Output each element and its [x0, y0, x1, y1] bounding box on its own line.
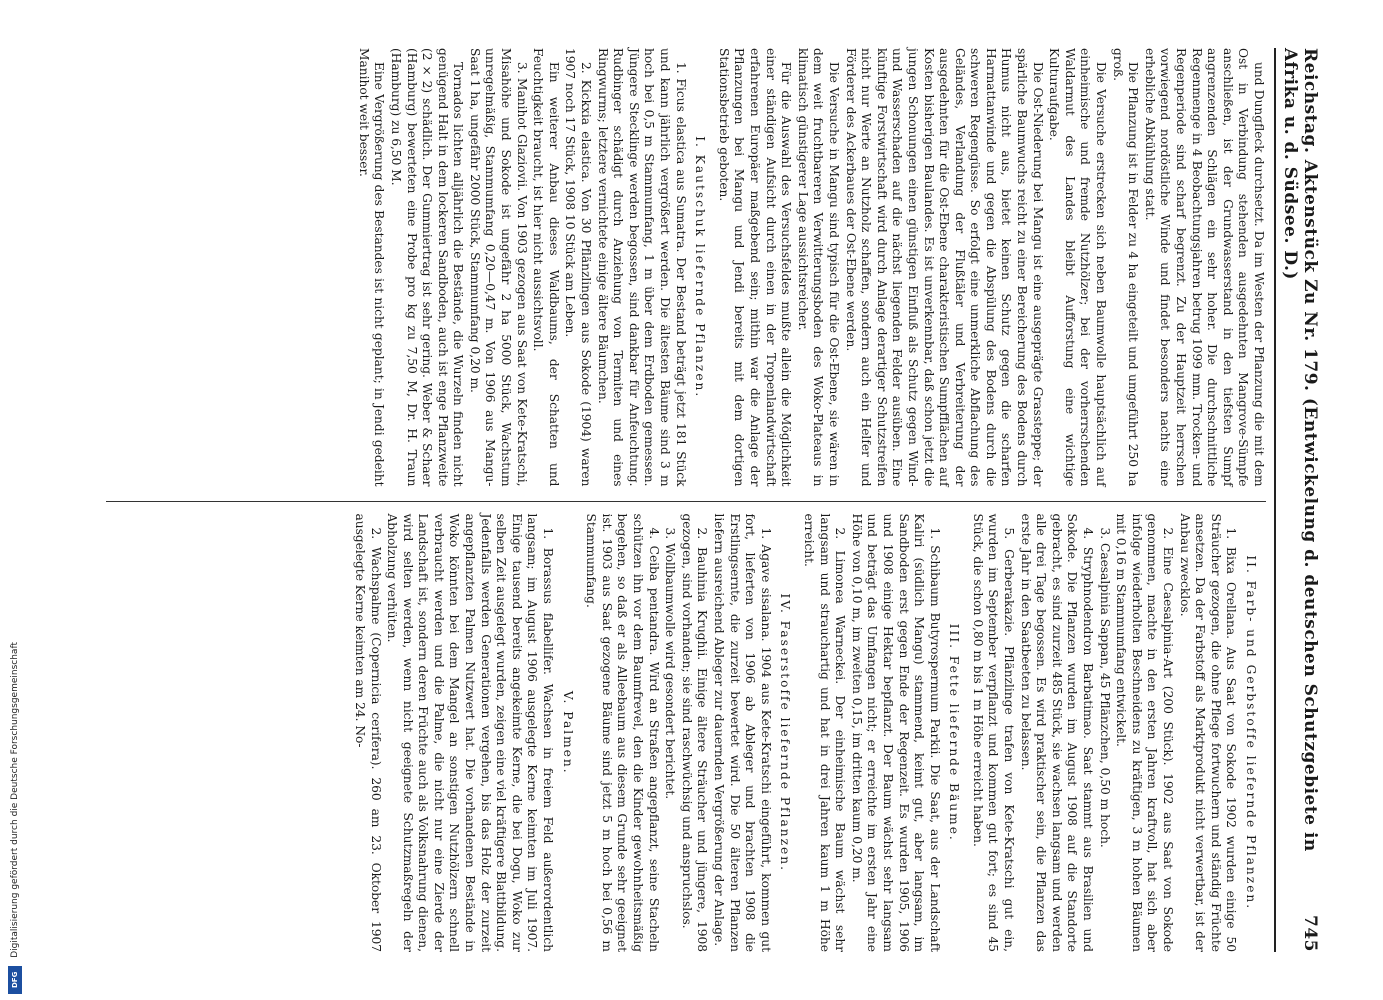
section-heading: I. Kautschuk liefernde Pflanzen.: [693, 136, 708, 399]
paragraph: 2. Kickxia elastica. Von 30 Pflänzlingen aus Sokode (1904) waren 1907 noch 17 Stück, 1908 10 Stück am Leben.: [563, 48, 594, 487]
paragraph: Die Versuche in Mangu sind typisch für die Ost-Ebene, sie wären in dem weit fruchtbareren Verwitterungsboden des Woko-Plateaus in klimatisch günstigerer Lage aussichtsreicher.: [795, 48, 841, 487]
running-title: Reichstag. Aktenstück Zu Nr. 179. (Entwickelung d. deutschen Schutzgebiete in Afrika u. d. Südsee. D.): [1280, 48, 1320, 852]
dfg-logo: DFG: [8, 966, 22, 994]
paragraph: 2. Limonea Warneckei. Der einheimische Baum wächst sehr langsam und strauchartig und hat in drei Jahren kaum 1 m Höhe erreicht.: [801, 513, 848, 952]
paragraph: Tornados lichten alljährlich die Bestände, die Wurzeln finden nicht genügend Halt in dem lockeren Sandboden, auch ist enge Pflanzweite (2 × 2) schädlich. Der Gummiertrag ist sehr gering. Weber & Schaer (Hamburg) bewerteten eine Probe pro kg zu 7,50 M, Dr. H. Traun (Hamburg) zu 6,50 M.: [388, 48, 466, 487]
section-heading: III. Fette liefernde Bäume.: [947, 623, 962, 842]
paragraph: 1. Ficus elastica aus Sumatra. Der Bestand beträgt jetzt 181 Stück und kann jährlich vergrößert werden. Die ältesten Bäume sind 3 m hoch bei 0,5 m Stammumfang, 1 m über dem Erdboden gemessen. Jüngere Stecklinge werden begossen, sind dankbar für Anfeuchtung. Rudbinger schädigt durch Anziehung von Termiten und eines Ringwurms; letztere vernichtete einige ältere Bäumchen.: [595, 48, 688, 487]
paragraph: Ein weiterer Anbau dieses Waldbaums, der Schatten und Feuchtigkeit braucht, ist hier nicht aussichtsvoll.: [531, 48, 561, 487]
left-column: [106, 48, 1266, 487]
paragraph: Eine Vergrößerung des Bestandes ist nicht geplant; in Jendi gedeiht Manihot weit besser.: [356, 48, 387, 487]
right-column: [106, 501, 1266, 953]
paragraph: und Dungfleck durchsetzt. Da im Westen der Pflanzung die mit dem Ost in Verbindung stehenden ausgedehnten Mangrove-Sümpfe anschließen, ist der Grundwasserstand in den tiefsten Sumpf angrenzenden Schlägen ein sehr hoher. Die durchschnittliche Regenmenge in 4 Beobachtungsjahren betrug 1099 mm. Trocken- und Regenperiode sind scharf begrenzt. Zu der Hauptzeit herrschen vorwiegend nordöstliche Winde und findet besonders nachts eine erhebliche Abkühlung statt.: [1142, 48, 1266, 487]
section-heading: V. Palmen.: [560, 690, 575, 775]
paragraph: 3. Manihot Glaziovii. Von 1903 gezogen aus Saat von Kete-Kratschi, Misahöhe und Sokode ist ungefähr 2 ha 5000 Stück, Wachstum unregelmäßig, Stammumfang 0,20—0,47 m. Von 1906 aus Mangu-Saat 1 ha, ungefähr 2000 Stück, Stammumfang 0,20 m.: [467, 48, 529, 487]
paragraph: 3. Caesalpinia Sappan, 45 Pflänzchen, 0,50 m hoch.: [1097, 527, 1112, 848]
paragraph: 2. Wachspalme (Copernicia cerifera). 260 am 23. Oktober 1907 ausgelegte Kerne keimten am 24. No-: [352, 513, 383, 952]
paragraph: 2. Eine Caesalpinia-Art (200 Stück). 1902 aus Saat von Sokode genommen, machte in den ersten Jahren kraftvoll, hat sich aber infolge wiederholten Beschneidens zu kräftigen, 3 m hohen Bäumen mit 0,16 m Stammumfang entwickelt.: [1114, 513, 1176, 952]
paragraph: 1. Borassus flabellifer. Wachsen in freiem Feld außerordentlich langsam; im August 1906 ausgelegte Kerne keimten im Juli 1907. Einige tausend bereits angekeimte Kerne, die bei Dogu, Woko zur selben Zeit ausgelegt wurden, zeigen eine viel kräftigere Blattbildung. Jedenfalls werden Generationen vergehen, bis das Holz der zurzeit angepflanzten Palmen Nutzwert hat. Die vorhandenen Bestände in Woko könnten bei dem Mangel an sonstigen Nutzhölzern schnell verbraucht werden und die Palme, die nicht nur eine Zierde der Landschaft ist, sondern deren Früchte auch als Volksnahrung dienen, wird selten werden, wenn nicht geeignete Schutzmaßregeln der Abholzung verhüten.: [385, 513, 556, 952]
section-heading: II. Farb- und Gerbstoffe liefernde Pflanzen.: [1244, 555, 1258, 911]
digitization-credit: [0, 0, 30, 1000]
text-columns: [106, 48, 1266, 952]
section-heading: IV. Faserstoffe liefernde Pflanzen.: [778, 593, 793, 872]
paragraph: Für die Auswahl des Versuchsfeldes mußte allein die Möglichkeit einer ständigen Aufsicht durch einen in der Tropenlandwirtschaft erfahrenen Europäer maßgebend sein; mithin war die Anlage der Pflanzungen bei Mangu und Jendi bereits mit dem dortigen Stationsbetrieb geboten.: [716, 48, 794, 487]
paragraph: 3. Wollbaumwolle wird gesondert berichtet.: [663, 527, 678, 800]
paragraph: 1. Bixa Orellana. Aus Saat von Sokode 1902 wurden einige 50 Sträucher gezogen, die ohne Pflege fortwuchern und ständig Früchte ansetzen. Da der Farbstoff als Marktprodukt nicht verwertbar, ist der Anbau zwecklos.: [1177, 513, 1239, 952]
document-page: [90, 30, 1330, 970]
paragraph: Die Ost-Niederung bei Mangu ist eine ausgeprägte Grassteppe; der spärliche Baumwuchs reicht zu einer Bereicherung des Bodens durch Humus nicht aus, bietet keinen Schutz gegen die scharfen Harmattanwinde und gegen die Abspülung des Bodens durch die schweren Regengüsse. So erfolgt eine unmerkliche Abflachung des Geländes, Verlandung der Flußtäler und Verbreiterung der ausgedehnten für die Ost-Ebene charakteristischen Sumpfflächen auf Kosten bisherigen Baulandes. Es ist unverkennbar, daß schon jetzt die jungen Schonungen einen günstigen Einfluß als Schutz gegen Wind- und Wasserschaden auf die nächst liegenden Felder ausüben. Eine künftige Forstwirtschaft wird durch Anlage derartiger Schutzstreifen nicht nur Werte an Nutzholz schaffen, sondern auch ein Helfer und Förderer des Ackerbaues der Ost-Ebene werden.: [843, 48, 1045, 487]
paragraph: 1. Schibaum Butyrospermum Parkii. Die Saat, aus der Landschaft Kaliri (südlich Mangu) stammend, keimt gut, aber langsam, im Sandboden erst gegen Ende der Regenzeit. Es wurden 1905, 1906 und 1908 einige Hektar bepflanzt. Der Baum wächst sehr langsam und beträgt das Umfangen nicht; er erreichte im ersten Jahr eine Höhe von 0,10 m, im zweiten 0,15, im dritten kaum 0,20 m.: [849, 513, 942, 952]
paragraph: 1. Agave sisalana. 1904 aus Kete-Kratschi eingeführt, kommen gut fort, lieferten von 1906 ab Ableger und brachten 1908 die Erstlingsernte, die zurzeit bewertet wird. Die 50 älteren Pflanzen liefern ausreichend Ableger zur dauernden Vergrößerung der Anlage.: [712, 513, 773, 952]
page-header: [1274, 48, 1320, 952]
paragraph: 2. Bauhinia Krughii. Einige ältere Sträucher und jüngere, 1908 gezogen, sind vorhanden; sie sind raschwüchsig und anspruchslos.: [679, 513, 710, 952]
credit-text: Digitalisierung gefördert durch die Deutsche Forschungsgemeinschaft: [10, 642, 20, 958]
paragraph: 5. Gerberakazie. Pflänzlinge trafen von Kete-Kratschi gut ein, wurden im September verpflanzt und kommen gut fort; es sind 45 Stück, die schon 0,80 m bis 1 m Höhe erreicht haben.: [970, 513, 1017, 952]
paragraph: Die Versuche erstrecken sich neben Baumwolle hauptsächlich auf einheimische und fremde Nutzhölzer; bei der vorherrschenden Waldarmut des Landes bleibt Aufforstung eine wichtige Kulturaufgabe.: [1047, 48, 1109, 487]
page-number: 745: [1300, 915, 1320, 952]
paragraph: Die Pflanzung ist in Felder zu 4 ha eingeteilt und umgeführt 250 ha groß.: [1110, 48, 1141, 487]
paragraph: 4. Stryphnodendron Barbatimao. Saat stammt aus Brasilien und Sokode. Die Pflanzen wurden im August 1908 auf die Standorte gebracht, es sind zurzeit 485 Stück, sie wachsen langsam und werden alle drei Tage begossen. Es wird praktischer sein, die Pflanzen das erste Jahr in den Saatbeeten zu belassen.: [1018, 513, 1096, 952]
paragraph: 4. Ceiba pentandra. Wird an Straßen angepflanzt, seine Stacheln schützen ihn vor dem Baumfrevel, den die Kinder gewohnheitsmäßig begehen, so daß er als Alleebaum aus diesem Grunde sehr geeignet ist. 1903 aus Saat gezogene Bäume sind jetzt 5 m hoch bei 0,56 m Stammumfang.: [584, 513, 661, 952]
